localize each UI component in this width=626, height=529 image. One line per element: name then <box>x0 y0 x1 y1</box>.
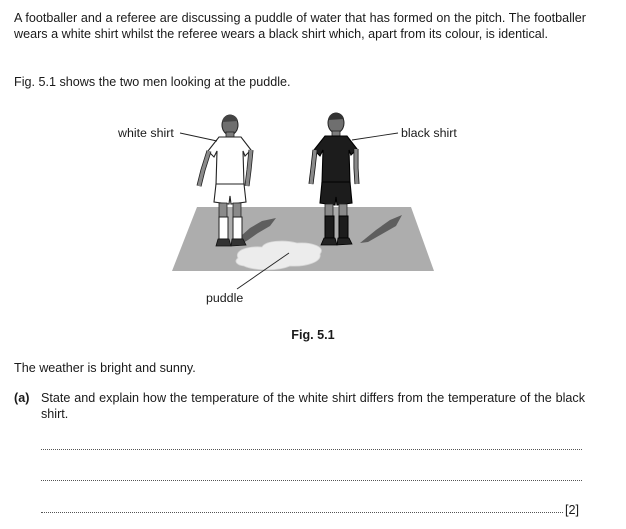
intro-paragraph-1: A footballer and a referee are discussing a puddle of water that has formed on the pitch. The footballer wears a white shirt whilst the referee wears a black shirt which, apart from its colour, is identical. <box>14 11 586 41</box>
answer-line[interactable] <box>41 480 582 481</box>
black-shirt <box>314 136 357 183</box>
figure-caption: Fig. 5.1 <box>291 328 335 342</box>
label-black-shirt: black shirt <box>401 126 457 140</box>
white-shirt-leader <box>180 133 217 141</box>
question-a-label: (a) <box>14 391 30 405</box>
marks-label: [2] <box>565 503 580 517</box>
black-shirt-leader <box>352 133 398 140</box>
weather-statement: The weather is bright and sunny. <box>14 361 196 375</box>
label-white-shirt: white shirt <box>118 126 174 140</box>
question-a-text: State and explain how the temperature of the white shirt differs from the temperature of the black shirt. <box>41 391 585 421</box>
white-shirt <box>208 137 251 185</box>
answer-line[interactable] <box>41 512 563 513</box>
answer-line[interactable] <box>41 449 582 450</box>
intro-paragraph-2: Fig. 5.1 shows the two men looking at the puddle. <box>14 75 291 89</box>
label-puddle: puddle <box>206 291 244 305</box>
